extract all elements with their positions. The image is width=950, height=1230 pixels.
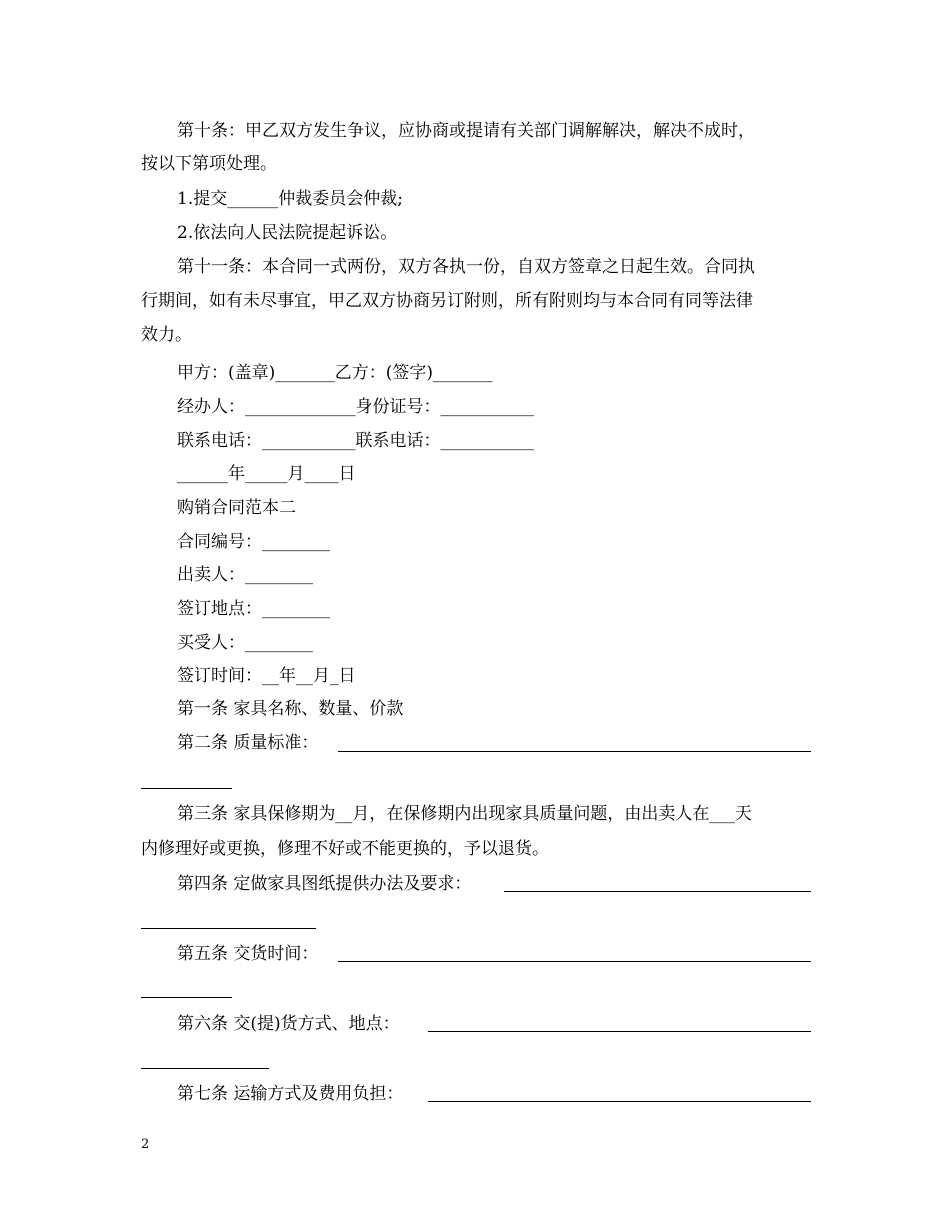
- option-2-litigation: 2.依法向人民法院提起诉讼。: [177, 223, 398, 243]
- party-signatures: 甲方：(盖章)_______乙方：(签字)_______: [177, 363, 493, 383]
- article-5-blank-cont: [141, 997, 232, 998]
- article-11-text-end: 效力。: [141, 325, 192, 345]
- article-5-blank: [338, 961, 811, 962]
- article-3-text-cont: 内修理好或更换，修理不好或不能更换的，予以退货。: [141, 839, 549, 859]
- article-6-blank-cont: [141, 1068, 269, 1069]
- article-7-heading: 第七条 运输方式及费用负担：: [177, 1084, 404, 1104]
- article-2-blank-cont: [141, 788, 232, 789]
- article-11-text: 第十一条：本合同一式两份，双方各执一份，自双方签章之日起生效。合同执: [177, 257, 755, 277]
- page-number: 2: [141, 1137, 150, 1152]
- article-3-text: 第三条 家具保修期为__月，在保修期内出现家具质量问题，由出卖人在___天: [177, 804, 752, 824]
- article-6-heading: 第六条 交(提)货方式、地点：: [177, 1014, 400, 1034]
- article-4-heading: 第四条 定做家具图纸提供办法及要求：: [177, 874, 472, 894]
- sign-date-field: 签订时间：__年__月_日: [177, 666, 356, 686]
- article-4-blank-cont: [141, 928, 316, 929]
- phone-line: 联系电话：___________联系电话：___________: [177, 431, 534, 451]
- sign-location-field: 签订地点：________: [177, 599, 330, 619]
- article-10-text-cont: 按以下第项处理。: [141, 154, 277, 174]
- option-1-arbitration: 1.提交______仲裁委员会仲裁;: [177, 189, 403, 209]
- article-1-heading: 第一条 家具名称、数量、价款: [177, 699, 404, 719]
- buyer-field: 买受人：________: [177, 633, 313, 653]
- article-4-blank: [504, 891, 811, 892]
- article-2-heading: 第二条 质量标准：: [177, 733, 319, 753]
- article-11-text-cont: 行期间，如有未尽事宜，甲乙双方协商另订附则，所有附则均与本合同有同等法律: [141, 291, 753, 311]
- agent-id-line: 经办人：_____________身份证号：___________: [177, 397, 534, 417]
- article-7-blank: [428, 1101, 811, 1102]
- seller-field: 出卖人：________: [177, 565, 313, 585]
- date-line: ______年_____月____日: [177, 464, 356, 484]
- article-5-heading: 第五条 交货时间：: [177, 944, 319, 964]
- article-6-blank: [428, 1031, 811, 1032]
- article-2-blank: [338, 751, 811, 752]
- template-title: 购销合同范本二: [177, 498, 296, 518]
- article-10-text: 第十条：甲乙双方发生争议，应协商或提请有关部门调解解决，解决不成时，: [177, 121, 755, 141]
- contract-number-field: 合同编号：________: [177, 532, 330, 552]
